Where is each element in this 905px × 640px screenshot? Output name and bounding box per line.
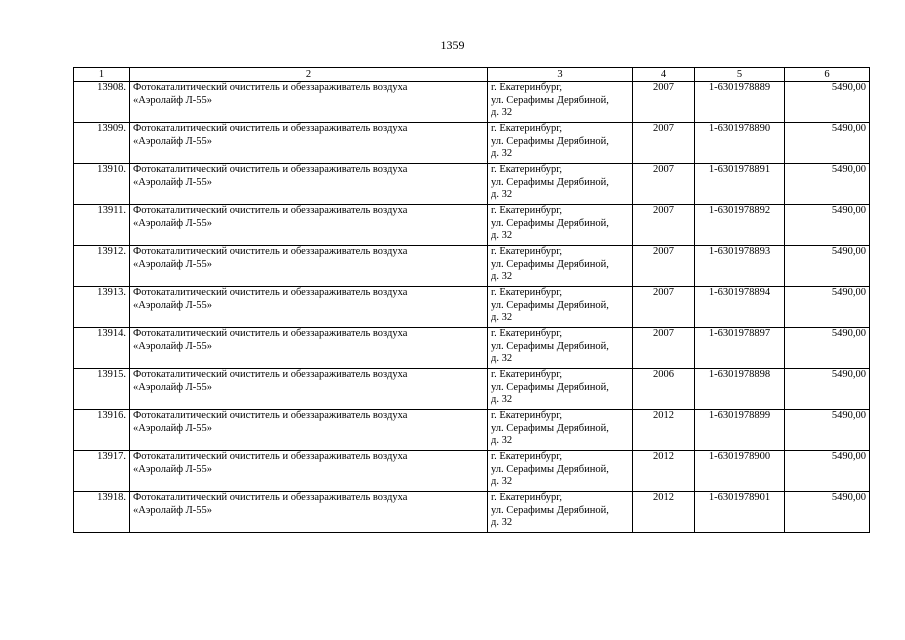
item-name-name-line1: Фотокаталитический очиститель и обеззараживатель воздуха: [133, 82, 408, 93]
item-address-addr-line2: ул. Серафимы Дерябиной,: [491, 176, 609, 188]
item-name-name-line1: Фотокаталитический очиститель и обеззараживатель воздуха: [133, 123, 408, 134]
item-address-cell: [488, 410, 633, 451]
item-address-addr-line2: ул. Серафимы Дерябиной,: [491, 299, 609, 311]
item-name-name-line2: «Аэролайф Л-55»: [133, 299, 213, 311]
item-address-cell: [488, 246, 633, 287]
row-number-cell: [74, 82, 130, 123]
inventory-number: 1-6301978892: [708, 205, 771, 216]
item-cost-cell: [785, 82, 870, 123]
item-address-addr-line2: ул. Серафимы Дерябиной,: [491, 422, 609, 434]
item-address-cell: [488, 287, 633, 328]
item-cost: 5490,00: [831, 492, 866, 503]
item-year: 2007: [653, 287, 674, 298]
item-year-cell: [633, 492, 695, 533]
item-cost: 5490,00: [831, 410, 866, 421]
row-number-cell: [74, 410, 130, 451]
inventory-number: 1-6301978894: [708, 287, 771, 298]
item-year: 2012: [653, 451, 674, 462]
inventory-number: 1-6301978891: [708, 164, 771, 175]
inventory-number-cell: [695, 328, 785, 369]
table-row: [74, 451, 870, 492]
item-cost: 5490,00: [831, 246, 866, 257]
row-number-cell: [74, 287, 130, 328]
item-address-addr-line3: д. 32: [491, 476, 513, 487]
table-row: [74, 164, 870, 205]
item-name-name-line2: «Аэролайф Л-55»: [133, 176, 213, 188]
table-row: [74, 410, 870, 451]
column-header-2: 2: [130, 68, 488, 82]
inventory-number-cell: [695, 451, 785, 492]
inventory-number: 1-6301978893: [708, 246, 771, 257]
inventory-number-cell: [695, 410, 785, 451]
table-row: [74, 492, 870, 533]
item-name-cell: [130, 410, 488, 451]
item-name-name-line2: «Аэролайф Л-55»: [133, 217, 213, 229]
item-cost: 5490,00: [831, 451, 866, 462]
item-address-addr-line3: д. 32: [491, 189, 513, 200]
item-name-name-line2: «Аэролайф Л-55»: [133, 94, 213, 106]
item-year-cell: [633, 82, 695, 123]
item-cost-cell: [785, 328, 870, 369]
item-address-addr-line1: г. Екатеринбург,: [491, 410, 563, 421]
row-number-cell: [74, 369, 130, 410]
item-year: 2012: [653, 492, 674, 503]
item-name-name-line1: Фотокаталитический очиститель и обеззараживатель воздуха: [133, 328, 408, 339]
item-cost-cell: [785, 123, 870, 164]
item-name-cell: [130, 451, 488, 492]
row-number-cell: [74, 328, 130, 369]
item-year: 2007: [653, 328, 674, 339]
table-body: [74, 82, 870, 533]
row-number-cell: [74, 451, 130, 492]
row-number: 13912.: [97, 246, 126, 257]
item-cost: 5490,00: [831, 287, 866, 298]
item-name-name-line2: «Аэролайф Л-55»: [133, 463, 213, 475]
item-address-cell: [488, 328, 633, 369]
item-address-addr-line1: г. Екатеринбург,: [491, 164, 563, 175]
item-address-addr-line2: ул. Серафимы Дерябиной,: [491, 217, 609, 229]
item-name-cell: [130, 492, 488, 533]
item-address-addr-line1: г. Екатеринбург,: [491, 369, 563, 380]
item-cost: 5490,00: [831, 328, 866, 339]
item-address-addr-line2: ул. Серафимы Дерябиной,: [491, 463, 609, 475]
item-address-addr-line1: г. Екатеринбург,: [491, 451, 563, 462]
item-year-cell: [633, 123, 695, 164]
item-address-addr-line1: г. Екатеринбург,: [491, 205, 563, 216]
item-address-addr-line2: ул. Серафимы Дерябиной,: [491, 94, 609, 106]
row-number-cell: [74, 205, 130, 246]
inventory-number-cell: [695, 82, 785, 123]
row-number: 13911.: [97, 205, 126, 216]
item-cost: 5490,00: [831, 123, 866, 134]
item-cost-cell: [785, 164, 870, 205]
item-address-addr-line2: ул. Серафимы Дерябиной,: [491, 135, 609, 147]
item-year-cell: [633, 410, 695, 451]
item-year-cell: [633, 164, 695, 205]
property-registry-table: [73, 67, 870, 533]
item-address-cell: [488, 205, 633, 246]
item-name-name-line2: «Аэролайф Л-55»: [133, 504, 213, 516]
item-year-cell: [633, 369, 695, 410]
item-cost-cell: [785, 410, 870, 451]
item-name-name-line1: Фотокаталитический очиститель и обеззараживатель воздуха: [133, 205, 408, 216]
row-number: 13917.: [97, 451, 126, 462]
item-address-addr-line3: д. 32: [491, 271, 513, 282]
table-row: [74, 369, 870, 410]
item-address-addr-line1: г. Екатеринбург,: [491, 328, 563, 339]
item-address-addr-line3: д. 32: [491, 435, 513, 446]
item-address-addr-line1: г. Екатеринбург,: [491, 123, 563, 134]
inventory-number: 1-6301978900: [708, 451, 771, 462]
inventory-number-cell: [695, 123, 785, 164]
row-number: 13916.: [97, 410, 126, 421]
inventory-number-cell: [695, 492, 785, 533]
item-address-cell: [488, 369, 633, 410]
item-name-cell: [130, 123, 488, 164]
column-header-6: 6: [785, 68, 870, 82]
item-year-cell: [633, 287, 695, 328]
inventory-number-cell: [695, 287, 785, 328]
item-name-cell: [130, 82, 488, 123]
item-address-addr-line3: д. 32: [491, 312, 513, 323]
table-row: [74, 82, 870, 123]
table-header: [74, 68, 870, 82]
item-name-name-line2: «Аэролайф Л-55»: [133, 381, 213, 393]
row-number: 13913.: [97, 287, 126, 298]
item-address-addr-line3: д. 32: [491, 230, 513, 241]
item-cost-cell: [785, 246, 870, 287]
row-number-cell: [74, 246, 130, 287]
inventory-number: 1-6301978901: [708, 492, 771, 503]
item-name-name-line1: Фотокаталитический очиститель и обеззараживатель воздуха: [133, 164, 408, 175]
table-row: [74, 123, 870, 164]
table-row: [74, 287, 870, 328]
item-name-cell: [130, 287, 488, 328]
item-address-addr-line2: ул. Серафимы Дерябиной,: [491, 258, 609, 270]
row-number: 13914.: [97, 328, 126, 339]
item-year-cell: [633, 451, 695, 492]
page-number: 1359: [440, 38, 465, 52]
item-name-cell: [130, 164, 488, 205]
item-cost: 5490,00: [831, 205, 866, 216]
item-address-cell: [488, 123, 633, 164]
inventory-number: 1-6301978890: [708, 123, 771, 134]
item-address-addr-line3: д. 32: [491, 107, 513, 118]
item-address-addr-line3: д. 32: [491, 148, 513, 159]
item-address-addr-line1: г. Екатеринбург,: [491, 287, 563, 298]
item-address-addr-line2: ул. Серафимы Дерябиной,: [491, 381, 609, 393]
item-address-addr-line1: г. Екатеринбург,: [491, 82, 563, 93]
inventory-number: 1-6301978897: [708, 328, 771, 339]
row-number: 13915.: [97, 369, 126, 380]
item-address-addr-line1: г. Екатеринбург,: [491, 492, 563, 503]
item-cost: 5490,00: [831, 369, 866, 380]
item-year: 2012: [653, 410, 674, 421]
item-name-cell: [130, 246, 488, 287]
item-address-addr-line3: д. 32: [491, 353, 513, 364]
inventory-number-cell: [695, 205, 785, 246]
inventory-number: 1-6301978889: [708, 82, 771, 93]
item-name-name-line2: «Аэролайф Л-55»: [133, 422, 213, 434]
item-name-name-line1: Фотокаталитический очиститель и обеззараживатель воздуха: [133, 246, 408, 257]
table-row: [74, 205, 870, 246]
table-row: [74, 328, 870, 369]
inventory-number-cell: [695, 369, 785, 410]
item-year-cell: [633, 205, 695, 246]
inventory-number: 1-6301978898: [708, 369, 771, 380]
item-name-name-line2: «Аэролайф Л-55»: [133, 135, 213, 147]
item-cost-cell: [785, 287, 870, 328]
row-number-cell: [74, 164, 130, 205]
item-year: 2007: [653, 164, 674, 175]
item-year-cell: [633, 328, 695, 369]
item-name-cell: [130, 369, 488, 410]
inventory-number: 1-6301978899: [708, 410, 771, 421]
item-address-cell: [488, 451, 633, 492]
row-number-cell: [74, 492, 130, 533]
row-number-cell: [74, 123, 130, 164]
item-name-name-line1: Фотокаталитический очиститель и обеззараживатель воздуха: [133, 369, 408, 380]
item-name-cell: [130, 205, 488, 246]
item-address-addr-line3: д. 32: [491, 394, 513, 405]
item-address-cell: [488, 492, 633, 533]
item-address-addr-line2: ул. Серафимы Дерябиной,: [491, 340, 609, 352]
item-cost-cell: [785, 451, 870, 492]
column-header-3: 3: [488, 68, 633, 82]
item-name-name-line2: «Аэролайф Л-55»: [133, 340, 213, 352]
item-address-addr-line1: г. Екатеринбург,: [491, 246, 563, 257]
row-number: 13909.: [97, 123, 126, 134]
item-address-cell: [488, 82, 633, 123]
item-name-name-line1: Фотокаталитический очиститель и обеззараживатель воздуха: [133, 492, 408, 503]
inventory-number-cell: [695, 164, 785, 205]
row-number: 13910.: [97, 164, 126, 175]
item-year: 2007: [653, 205, 674, 216]
column-header-1: 1: [74, 68, 130, 82]
item-cost-cell: [785, 492, 870, 533]
item-name-name-line2: «Аэролайф Л-55»: [133, 258, 213, 270]
item-name-name-line1: Фотокаталитический очиститель и обеззараживатель воздуха: [133, 410, 408, 421]
header-row: [74, 68, 870, 82]
item-name-name-line1: Фотокаталитический очиститель и обеззараживатель воздуха: [133, 451, 408, 462]
item-year: 2007: [653, 246, 674, 257]
row-number: 13918.: [97, 492, 126, 503]
item-year: 2007: [653, 82, 674, 93]
item-cost-cell: [785, 369, 870, 410]
inventory-number-cell: [695, 246, 785, 287]
item-cost: 5490,00: [831, 82, 866, 93]
table-row: [74, 246, 870, 287]
column-header-4: 4: [633, 68, 695, 82]
item-address-addr-line2: ул. Серафимы Дерябиной,: [491, 504, 609, 516]
item-year-cell: [633, 246, 695, 287]
item-address-cell: [488, 164, 633, 205]
column-header-5: 5: [695, 68, 785, 82]
item-name-cell: [130, 328, 488, 369]
item-year: 2006: [653, 369, 674, 380]
item-address-addr-line3: д. 32: [491, 517, 513, 528]
item-name-name-line1: Фотокаталитический очиститель и обеззараживатель воздуха: [133, 287, 408, 298]
item-cost: 5490,00: [831, 164, 866, 175]
row-number: 13908.: [97, 82, 126, 93]
item-cost-cell: [785, 205, 870, 246]
item-year: 2007: [653, 123, 674, 134]
